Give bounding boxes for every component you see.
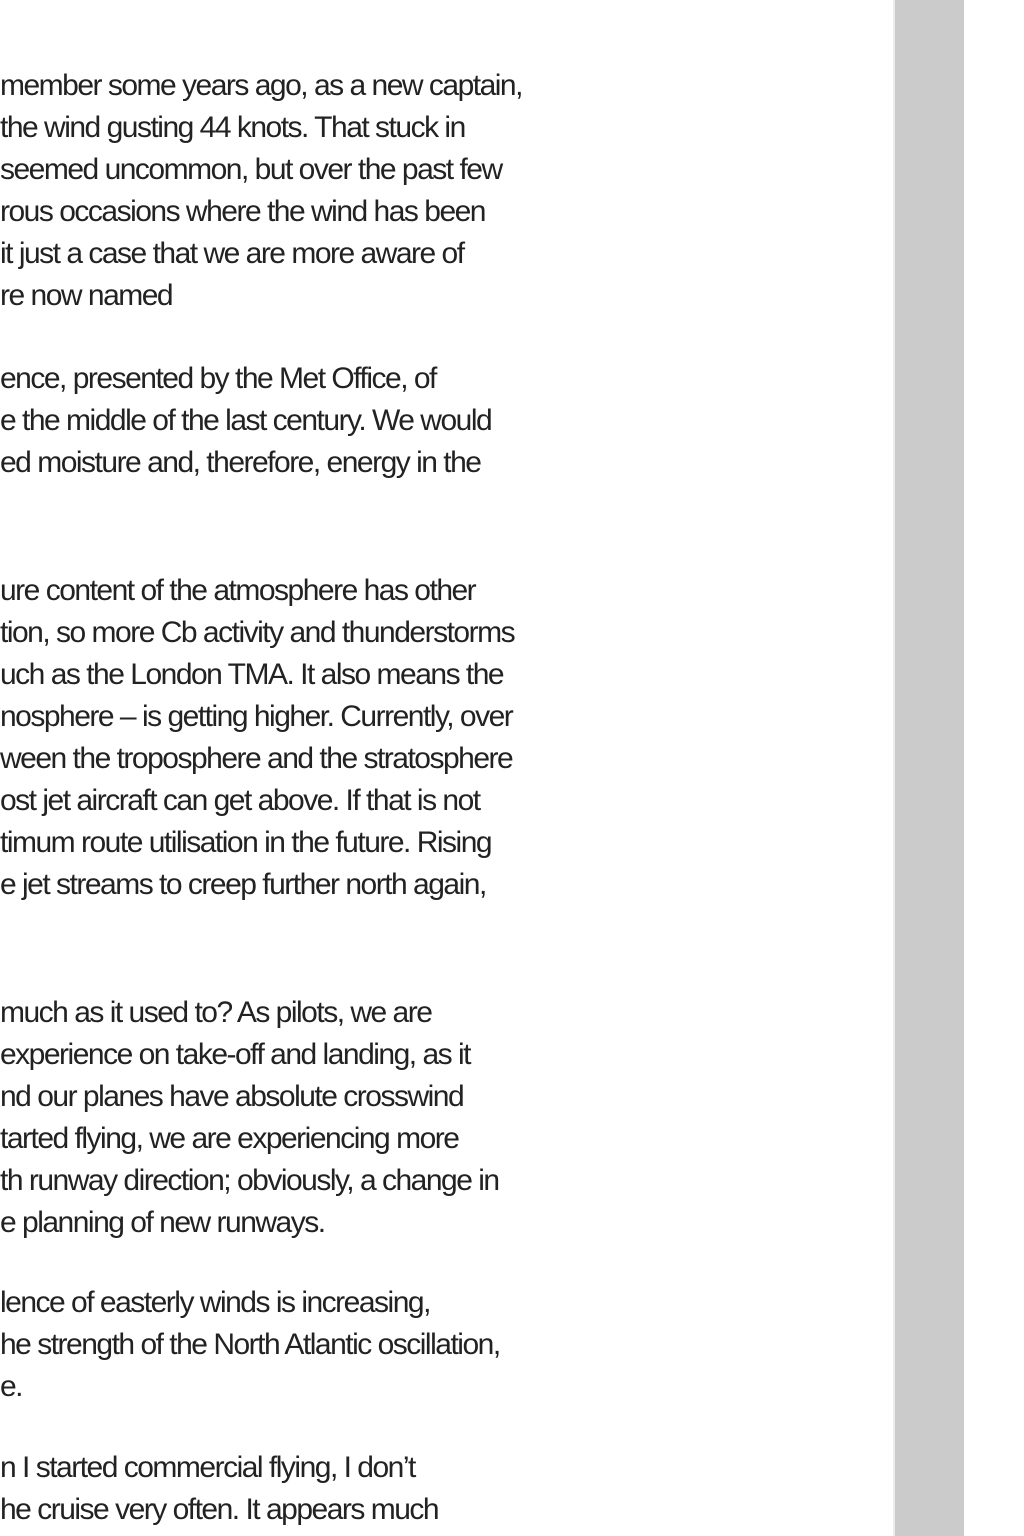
paragraph-5 (0, 1282, 600, 1408)
text-line: re now named (0, 279, 173, 312)
paragraph-4 (0, 992, 600, 1244)
text-line: he cruise very often. It appears much (0, 1493, 439, 1526)
text-line: tarted flying, we are experiencing more (0, 1122, 459, 1155)
text-line: tion, so more Cb activity and thunderstorms (0, 616, 515, 649)
text-line: much as it used to? As pilots, we are (0, 996, 432, 1029)
paragraph-2 (0, 358, 600, 484)
text-line: e the middle of the last century. We would (0, 404, 492, 437)
paragraph-1 (0, 65, 600, 317)
text-line: ost jet aircraft can get above. If that is not (0, 784, 480, 817)
text-line: the wind gusting 44 knots. That stuck in (0, 111, 465, 144)
text-line: ure content of the atmosphere has other (0, 574, 476, 607)
paragraph-3 (0, 570, 600, 906)
text-line: n I started commercial flying, I don’t (0, 1451, 415, 1484)
text-line: e jet streams to creep further north again, (0, 868, 486, 901)
text-line: e planning of new runways. (0, 1206, 325, 1239)
page-edge-gray-bar (893, 0, 964, 1536)
text-line: rous occasions where the wind has been (0, 195, 485, 228)
text-line: member some years ago, as a new captain, (0, 69, 522, 102)
text-line: nosphere – is getting higher. Currently, over (0, 700, 513, 733)
text-line: ween the troposphere and the stratosphere (0, 742, 513, 775)
text-line: ed moisture and, therefore, energy in the (0, 446, 481, 479)
text-line: th runway direction; obviously, a change in (0, 1164, 499, 1197)
text-line: nd our planes have absolute crosswind (0, 1080, 464, 1113)
text-line: lence of easterly winds is increasing, (0, 1286, 430, 1319)
text-line: ence, presented by the Met Office, of (0, 362, 436, 395)
text-line: he strength of the North Atlantic oscillation, (0, 1328, 500, 1361)
paragraph-6 (0, 1447, 600, 1531)
text-line: e. (0, 1370, 23, 1403)
text-line: timum route utilisation in the future. Rising (0, 826, 492, 859)
text-line: uch as the London TMA. It also means the (0, 658, 504, 691)
text-line: it just a case that we are more aware of (0, 237, 464, 270)
text-line: experience on take-off and landing, as it (0, 1038, 470, 1071)
text-line: seemed uncommon, but over the past few (0, 153, 502, 186)
